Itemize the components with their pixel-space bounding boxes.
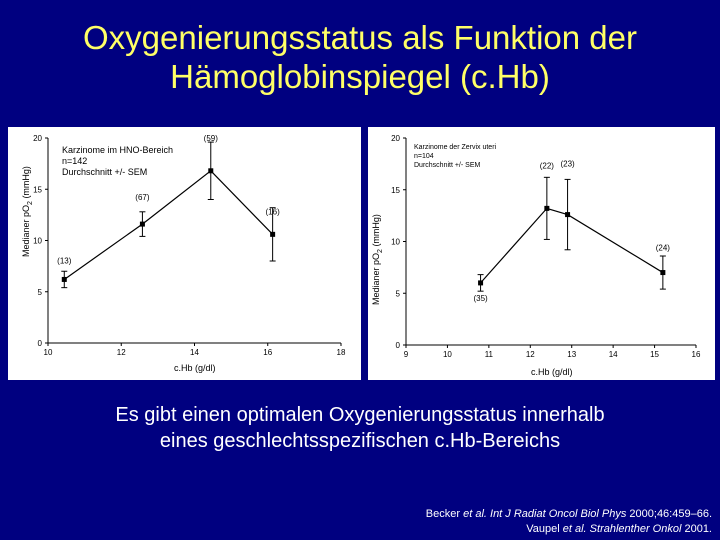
conclusion-line1: Es gibt einen optimalen Oxygenierungsstatus innerhalb	[115, 404, 605, 426]
x-tick-label: 11	[484, 350, 494, 359]
data-point	[478, 280, 483, 285]
x-tick-label: 16	[691, 350, 701, 359]
reference-becker: Becker et al. Int J Radiat Oncol Biol Phys 2000;46:459–66.	[425, 508, 712, 520]
n-label: (16)	[265, 207, 280, 217]
x-tick-label: 9	[403, 350, 409, 359]
x-tick-label: 10	[43, 348, 53, 357]
x-tick-label: 18	[336, 348, 346, 357]
n-label: (13)	[57, 256, 72, 266]
n-label: (24)	[655, 243, 670, 253]
data-point	[565, 212, 570, 217]
slide-title-line1: Oxygenierungsstatus als Funktion der	[83, 19, 637, 56]
conclusion-line2: eines geschlechtsspezifischen c.Hb-Bereichs	[159, 430, 561, 452]
y-tick-label: 0	[37, 339, 42, 348]
n-label: (67)	[135, 193, 150, 203]
y-tick-label: 5	[37, 287, 42, 297]
reference-vaupel: Vaupel et al. Strahlenther Onkol 2001.	[526, 523, 712, 535]
annotation-line3: Durchschnitt +/- SEM	[62, 167, 148, 177]
data-point	[270, 232, 275, 237]
n-label: (35)	[473, 293, 488, 303]
y-axis-label: Medianer $pO_2$ (mmHg)	[371, 214, 384, 305]
x-tick-label: 14	[608, 350, 618, 359]
data-point	[208, 168, 213, 173]
annotation-line3: Durchschnitt +/- SEM	[414, 162, 481, 169]
y-tick-label: 15	[391, 185, 400, 195]
chart-annotation	[414, 143, 496, 170]
x-axis-label: c.Hb (g/dl)	[174, 363, 216, 373]
y-tick-label: 5	[395, 289, 400, 299]
x-tick-label: 16	[263, 348, 273, 357]
series-line	[481, 208, 663, 283]
chart-head-neck	[8, 127, 361, 380]
x-tick-label: 14	[190, 348, 199, 357]
annotation-line1: Karzinome im HNO-Bereich	[62, 145, 174, 155]
x-tick-label: 12	[116, 348, 126, 357]
y-tick-label: 10	[391, 237, 400, 247]
slide-title-line2: Hämoglobinspiegel (c.Hb)	[170, 58, 550, 95]
x-axis-label: c.Hb (g/dl)	[531, 367, 573, 377]
n-label: (22)	[539, 161, 554, 171]
y-tick-label: 20	[33, 134, 42, 143]
data-point	[62, 277, 67, 282]
series-line	[64, 171, 272, 280]
x-tick-label: 10	[442, 350, 452, 359]
y-tick-label: 0	[395, 341, 400, 350]
x-tick-label: 12	[525, 350, 535, 359]
n-label: (23)	[560, 159, 575, 169]
data-point	[544, 206, 549, 211]
references	[426, 507, 712, 537]
chart-panel-head-neck	[8, 127, 361, 380]
y-tick-label: 20	[391, 134, 400, 143]
annotation-line1: Karzinome der Zervix uteri	[414, 144, 497, 151]
y-axis-label: Medianer $pO_2$ (mmHg)	[21, 166, 34, 257]
chart-panel-cervix	[368, 127, 715, 380]
conclusion-text	[0, 402, 720, 454]
y-tick-label: 10	[33, 236, 42, 246]
annotation-line2: n=104	[414, 153, 434, 160]
data-point	[660, 270, 665, 275]
slide-title	[0, 18, 720, 96]
annotation-line2: n=142	[62, 156, 88, 166]
data-point	[140, 222, 145, 227]
x-tick-label: 13	[567, 350, 577, 359]
x-tick-label: 15	[650, 350, 660, 359]
n-label: (59)	[203, 133, 218, 143]
chart-annotation	[62, 145, 173, 178]
y-tick-label: 15	[33, 185, 42, 195]
